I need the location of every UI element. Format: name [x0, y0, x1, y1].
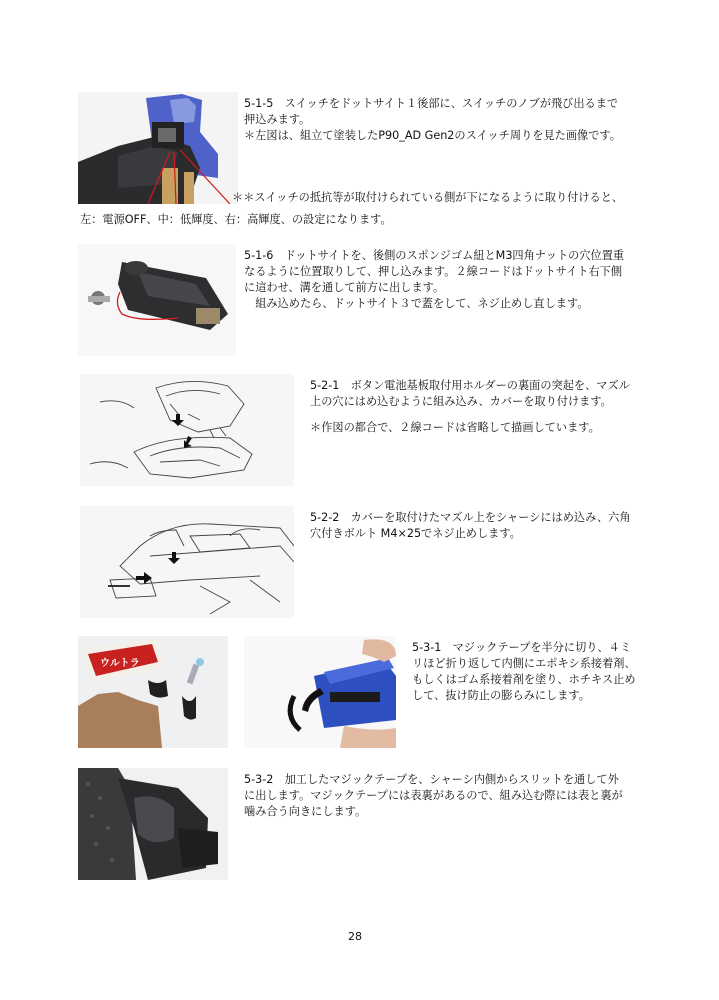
- section-5-1-5-line-1: 5-1-5 スイッチをドットサイト１後部に、スイッチのノブが飛び出るまで: [244, 97, 619, 110]
- section-5-3-2-line-3: 噛み合う向きにします。: [244, 805, 367, 818]
- section-5-3-2-line-2: に出します。マジックテープには表裏があるので、組み込む際には表と裏が: [244, 789, 623, 802]
- section-5-3-1-line-3: もしくはゴム系接着剤を塗り、ホチキス止め: [412, 673, 636, 686]
- page-number: 28: [348, 930, 362, 943]
- diagram-muzzle-chassis: [80, 506, 294, 618]
- section-5-1-6-line-2: なるように位置取りして、押し込みます。２線コードはドットサイト右下側: [244, 265, 623, 278]
- section-5-3-1-line-4: して、抜け防止の膨らみにします。: [412, 689, 590, 702]
- section-5-1-5-line-3: ＊左図は、組立て塗装したP90_AD Gen2のスイッチ周りを見た画像です。: [244, 129, 621, 142]
- section-5-2-2-line-2: 穴付きボルト M4×25でネジ止めします。: [310, 527, 521, 540]
- section-5-3-1-line-2: リほど折り返して内側にエポキシ系接着剤、: [412, 657, 636, 670]
- section-5-3-1-line-1: 5-3-1 マジックテープを半分に切り、４ミ: [412, 641, 632, 654]
- section-5-2-1-line-1: 5-2-1 ボタン電池基板取付用ホルダーの裏面の突起を、マズル: [310, 379, 630, 392]
- photo-stapler: [244, 636, 396, 748]
- section-5-1-5-note-2: 左：電源OFF、中：低輝度、右：高輝度、の設定になります。: [80, 213, 392, 226]
- section-5-1-6-line-3: に這わせ、溝を通して前方に出します。: [244, 281, 445, 294]
- photo-chassis-slit: [78, 768, 228, 880]
- section-5-1-6-line-4: 組み込めたら、ドットサイト３で蓋をして、ネジ止めし直します。: [244, 297, 589, 310]
- photo-switch-assembly: [78, 92, 238, 204]
- section-5-2-2-line-1: 5-2-2 カバーを取付けたマズル上をシャーシにはめ込み、六角: [310, 511, 631, 524]
- photo-velcro-glue: [78, 636, 228, 748]
- photo-dot-sight: [78, 244, 236, 356]
- package-label: ウルトラ: [100, 658, 140, 669]
- section-5-1-6-line-1: 5-1-6 ドットサイトを、後側のスポンジゴム紐とM3四角ナットの穴位置重: [244, 249, 625, 262]
- section-5-3-2-line-1: 5-3-2 加工したマジックテープを、シャーシ内側からスリットを通して外: [244, 773, 619, 786]
- section-5-1-5-line-2: 押込みます。: [244, 113, 311, 126]
- section-5-2-1-line-4: ＊作図の都合で、２線コードは省略して描画しています。: [310, 421, 600, 434]
- diagram-holder-cover: [80, 374, 294, 486]
- section-5-2-1-line-2: 上の穴にはめ込むように組み込み、カバーを取り付けます。: [310, 395, 612, 408]
- section-5-1-5-note: ＊＊スイッチの抵抗等が取付けられている側が下になるように取り付けると、: [232, 191, 624, 204]
